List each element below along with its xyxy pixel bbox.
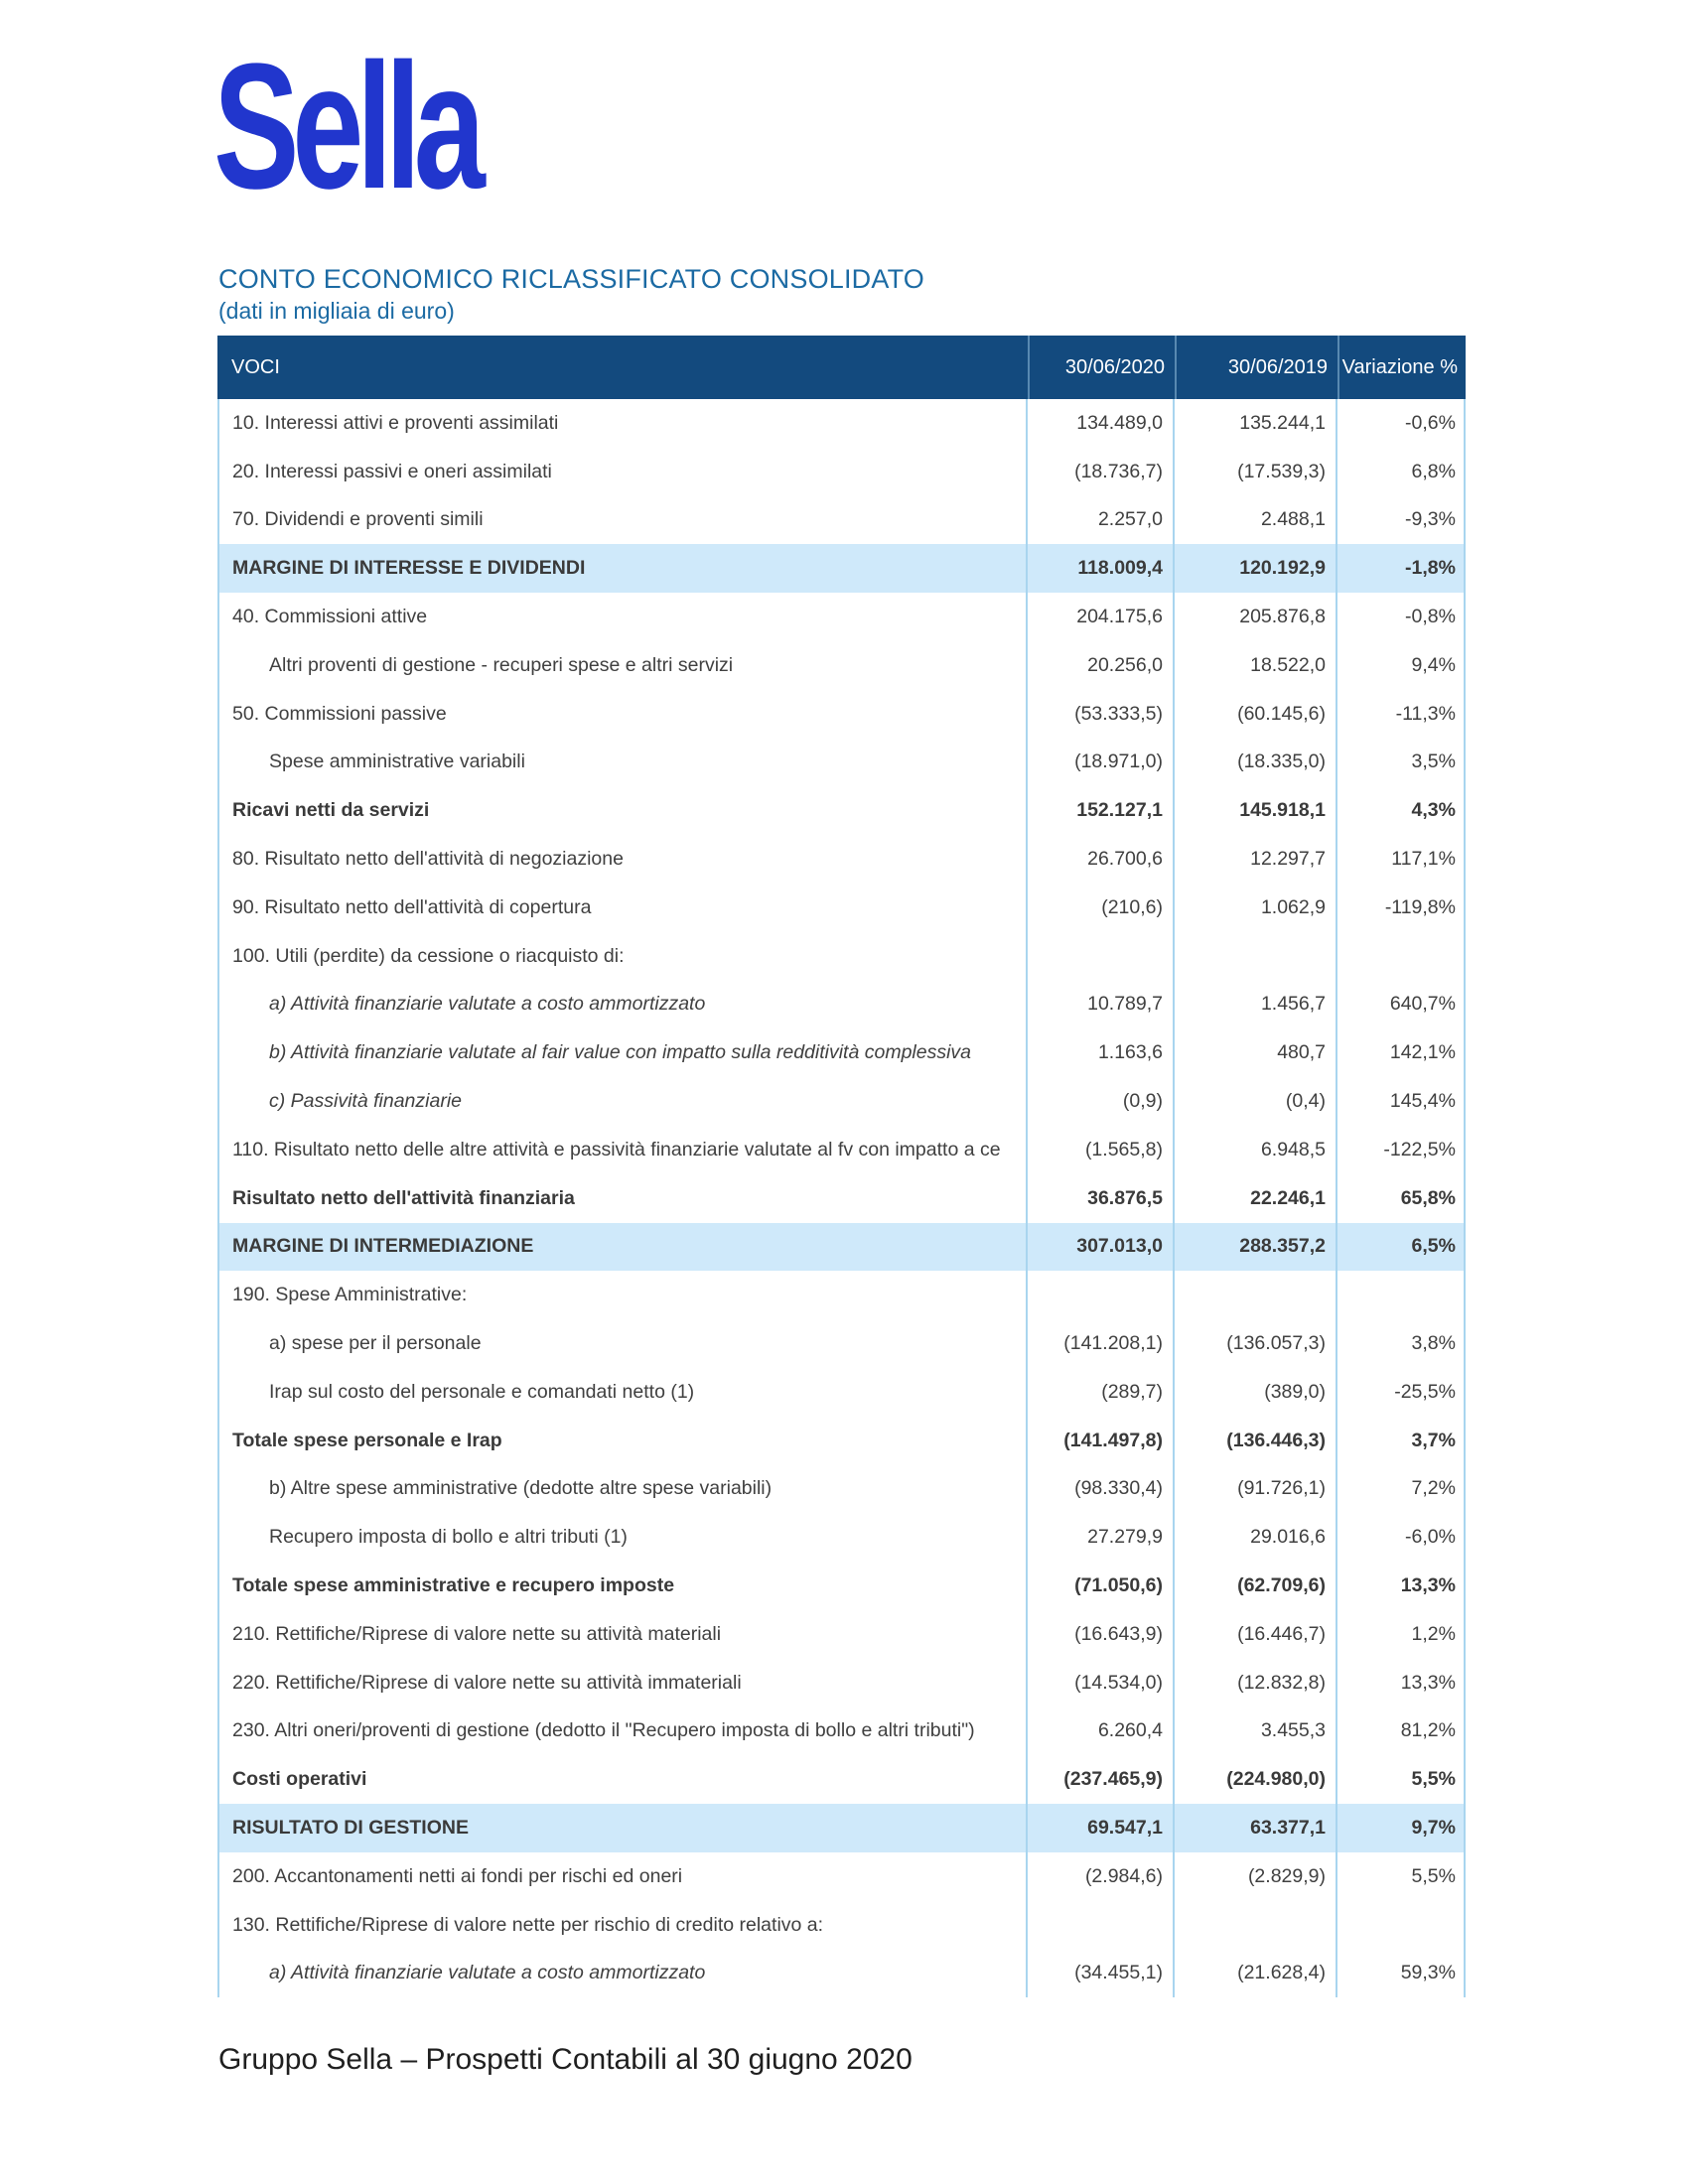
- value-2020: (53.333,5): [1026, 690, 1173, 739]
- value-2019: [1173, 1271, 1336, 1319]
- value-2020: 26.700,6: [1026, 835, 1173, 884]
- table-row: [219, 932, 1464, 981]
- variation-percent: 13,3%: [1336, 1659, 1464, 1707]
- value-2019: (0,4): [1173, 1077, 1336, 1126]
- value-2020: (289,7): [1026, 1368, 1173, 1417]
- value-2019: (16.446,7): [1173, 1610, 1336, 1659]
- value-2019: 22.246,1: [1173, 1174, 1336, 1223]
- row-label: a) Attività finanziarie valutate a costo ammortizzato: [269, 993, 706, 1016]
- table-row: [219, 835, 1464, 884]
- table-row: [219, 690, 1464, 739]
- row-label: 190. Spese Amministrative:: [232, 1284, 468, 1306]
- row-label: Irap sul costo del personale e comandati netto (1): [269, 1380, 695, 1403]
- value-2019: (60.145,6): [1173, 690, 1336, 739]
- row-label: 50. Commissioni passive: [232, 702, 447, 725]
- table-row: [219, 399, 1464, 448]
- table-row: [219, 448, 1464, 496]
- row-label: 90. Risultato netto dell'attività di copertura: [232, 895, 592, 918]
- column-header-2019: 30/06/2019: [1175, 336, 1337, 399]
- value-2019: (18.335,0): [1173, 739, 1336, 787]
- row-label: 80. Risultato netto dell'attività di negoziazione: [232, 848, 624, 871]
- row-label: MARGINE DI INTERESSE E DIVIDENDI: [232, 557, 586, 580]
- value-2020: 27.279,9: [1026, 1513, 1173, 1562]
- income-statement-table: [217, 336, 1466, 1997]
- page-subtitle: (dati in migliaia di euro): [218, 298, 455, 324]
- table-row-subtotal: [219, 1223, 1464, 1272]
- table-row: [219, 1950, 1464, 1998]
- value-2020: (0,9): [1026, 1077, 1173, 1126]
- row-label: 70. Dividendi e proventi simili: [232, 508, 484, 531]
- table-row-subtotal: [219, 544, 1464, 593]
- row-label: 220. Rettifiche/Riprese di valore nette su attività immateriali: [232, 1671, 742, 1694]
- value-2019: 18.522,0: [1173, 641, 1336, 690]
- sella-logo: Sella: [213, 27, 479, 226]
- variation-percent: 142,1%: [1336, 1028, 1464, 1077]
- value-2020: [1026, 1271, 1173, 1319]
- value-2019: 145.918,1: [1173, 786, 1336, 835]
- row-label: Risultato netto dell'attività finanziaria: [232, 1186, 575, 1209]
- table-row: [219, 1465, 1464, 1514]
- value-2019: (17.539,3): [1173, 448, 1336, 496]
- table-row: [219, 593, 1464, 641]
- value-2020: (34.455,1): [1026, 1950, 1173, 1998]
- variation-percent: 65,8%: [1336, 1174, 1464, 1223]
- table-row: [219, 1659, 1464, 1707]
- row-label: 40. Commissioni attive: [232, 606, 428, 628]
- variation-percent: 5,5%: [1336, 1755, 1464, 1804]
- value-2019: (21.628,4): [1173, 1950, 1336, 1998]
- value-2019: (12.832,8): [1173, 1659, 1336, 1707]
- variation-percent: 13,3%: [1336, 1562, 1464, 1610]
- variation-percent: -25,5%: [1336, 1368, 1464, 1417]
- variation-percent: 1,2%: [1336, 1610, 1464, 1659]
- row-label: c) Passività finanziarie: [269, 1090, 462, 1113]
- table-body: [217, 399, 1466, 1997]
- value-2019: 12.297,7: [1173, 835, 1336, 884]
- variation-percent: -1,8%: [1336, 544, 1464, 593]
- row-label: 200. Accantonamenti netti ai fondi per rischi ed oneri: [232, 1864, 683, 1887]
- value-2019: (136.057,3): [1173, 1319, 1336, 1368]
- row-label: Totale spese personale e Irap: [232, 1429, 502, 1451]
- row-label: 130. Rettifiche/Riprese di valore nette per rischio di credito relativo a:: [232, 1913, 824, 1936]
- value-2020: (98.330,4): [1026, 1465, 1173, 1514]
- value-2019: 63.377,1: [1173, 1804, 1336, 1852]
- table-row-total: [219, 1562, 1464, 1610]
- table-row: [219, 1901, 1464, 1950]
- table-row: [219, 1610, 1464, 1659]
- value-2019: [1173, 1901, 1336, 1950]
- value-2020: (18.736,7): [1026, 448, 1173, 496]
- value-2019: 6.948,5: [1173, 1126, 1336, 1174]
- row-label: Totale spese amministrative e recupero imposte: [232, 1574, 675, 1597]
- table-row: [219, 641, 1464, 690]
- value-2019: 2.488,1: [1173, 496, 1336, 545]
- value-2020: 69.547,1: [1026, 1804, 1173, 1852]
- value-2020: (141.208,1): [1026, 1319, 1173, 1368]
- variation-percent: 9,4%: [1336, 641, 1464, 690]
- column-header-voci: VOCI: [231, 355, 280, 378]
- column-header-variation: Variazione %: [1337, 336, 1466, 399]
- variation-percent: 59,3%: [1336, 1950, 1464, 1998]
- value-2019: 3.455,3: [1173, 1707, 1336, 1756]
- row-label: a) Attività finanziarie valutate a costo ammortizzato: [269, 1962, 706, 1984]
- variation-percent: -6,0%: [1336, 1513, 1464, 1562]
- row-label: b) Attività finanziarie valutate al fair value con impatto sulla redditività complessiva: [269, 1041, 972, 1064]
- variation-percent: 640,7%: [1336, 981, 1464, 1029]
- value-2019: 205.876,8: [1173, 593, 1336, 641]
- value-2020: 6.260,4: [1026, 1707, 1173, 1756]
- table-row: [219, 739, 1464, 787]
- variation-percent: 3,7%: [1336, 1417, 1464, 1465]
- table-row-subtotal: [219, 1804, 1464, 1852]
- value-2020: (2.984,6): [1026, 1852, 1173, 1901]
- variation-percent: -119,8%: [1336, 884, 1464, 932]
- table-row: [219, 496, 1464, 545]
- table-row: [219, 1319, 1464, 1368]
- table-row: [219, 1271, 1464, 1319]
- value-2020: 10.789,7: [1026, 981, 1173, 1029]
- variation-percent: 81,2%: [1336, 1707, 1464, 1756]
- value-2020: (237.465,9): [1026, 1755, 1173, 1804]
- table-row: [219, 1852, 1464, 1901]
- page-title: CONTO ECONOMICO RICLASSIFICATO CONSOLIDATO: [218, 264, 924, 294]
- value-2020: 134.489,0: [1026, 399, 1173, 448]
- value-2020: 152.127,1: [1026, 786, 1173, 835]
- variation-percent: 9,7%: [1336, 1804, 1464, 1852]
- page-footer: Gruppo Sella – Prospetti Contabili al 30 giugno 2020: [218, 2043, 913, 2076]
- variation-percent: 145,4%: [1336, 1077, 1464, 1126]
- table-row: [219, 1513, 1464, 1562]
- value-2019: 1.062,9: [1173, 884, 1336, 932]
- row-label: 100. Utili (perdite) da cessione o riacquisto di:: [232, 944, 625, 967]
- value-2020: 204.175,6: [1026, 593, 1173, 641]
- row-label: Ricavi netti da servizi: [232, 799, 430, 822]
- value-2019: (136.446,3): [1173, 1417, 1336, 1465]
- value-2019: 120.192,9: [1173, 544, 1336, 593]
- value-2020: (18.971,0): [1026, 739, 1173, 787]
- value-2020: (16.643,9): [1026, 1610, 1173, 1659]
- row-label: 230. Altri oneri/proventi di gestione (dedotto il "Recupero imposta di bollo e altri tributi"): [232, 1719, 975, 1742]
- variation-percent: 5,5%: [1336, 1852, 1464, 1901]
- table-row-total: [219, 1755, 1464, 1804]
- row-label: Recupero imposta di bollo e altri tributi (1): [269, 1526, 628, 1549]
- variation-percent: -9,3%: [1336, 496, 1464, 545]
- variation-percent: 7,2%: [1336, 1465, 1464, 1514]
- table-row: [219, 1126, 1464, 1174]
- variation-percent: 6,5%: [1336, 1223, 1464, 1272]
- row-label: a) spese per il personale: [269, 1332, 482, 1355]
- variation-percent: [1336, 932, 1464, 981]
- value-2020: (71.050,6): [1026, 1562, 1173, 1610]
- value-2020: [1026, 932, 1173, 981]
- table-row: [219, 1028, 1464, 1077]
- value-2019: 135.244,1: [1173, 399, 1336, 448]
- value-2020: (1.565,8): [1026, 1126, 1173, 1174]
- column-header-2020: 30/06/2020: [1028, 336, 1175, 399]
- value-2019: 480,7: [1173, 1028, 1336, 1077]
- table-row: [219, 1077, 1464, 1126]
- value-2019: (2.829,9): [1173, 1852, 1336, 1901]
- value-2019: 1.456,7: [1173, 981, 1336, 1029]
- value-2020: 20.256,0: [1026, 641, 1173, 690]
- variation-percent: [1336, 1901, 1464, 1950]
- variation-percent: 6,8%: [1336, 448, 1464, 496]
- row-label: 20. Interessi passivi e oneri assimilati: [232, 460, 552, 482]
- row-label: b) Altre spese amministrative (dedotte altre spese variabili): [269, 1477, 773, 1500]
- table-row-total: [219, 786, 1464, 835]
- value-2020: (141.497,8): [1026, 1417, 1173, 1465]
- value-2020: [1026, 1901, 1173, 1950]
- row-label: 110. Risultato netto delle altre attività e passività finanziarie valutate al fv con impatto a ce: [232, 1138, 1001, 1160]
- value-2020: 1.163,6: [1026, 1028, 1173, 1077]
- row-label: Spese amministrative variabili: [269, 751, 525, 773]
- variation-percent: -0,6%: [1336, 399, 1464, 448]
- variation-percent: 3,5%: [1336, 739, 1464, 787]
- table-header: [217, 336, 1466, 399]
- value-2020: 118.009,4: [1026, 544, 1173, 593]
- value-2019: 29.016,6: [1173, 1513, 1336, 1562]
- variation-percent: 117,1%: [1336, 835, 1464, 884]
- row-label: Altri proventi di gestione - recuperi spese e altri servizi: [269, 653, 734, 676]
- variation-percent: -0,8%: [1336, 593, 1464, 641]
- value-2019: [1173, 932, 1336, 981]
- variation-percent: 3,8%: [1336, 1319, 1464, 1368]
- value-2019: (62.709,6): [1173, 1562, 1336, 1610]
- table-row: [219, 1707, 1464, 1756]
- variation-percent: [1336, 1271, 1464, 1319]
- variation-percent: -122,5%: [1336, 1126, 1464, 1174]
- variation-percent: -11,3%: [1336, 690, 1464, 739]
- value-2019: (389,0): [1173, 1368, 1336, 1417]
- value-2019: (224.980,0): [1173, 1755, 1336, 1804]
- value-2019: 288.357,2: [1173, 1223, 1336, 1272]
- value-2020: 36.876,5: [1026, 1174, 1173, 1223]
- row-label: 10. Interessi attivi e proventi assimilati: [232, 411, 559, 434]
- table-row: [219, 1368, 1464, 1417]
- value-2020: 2.257,0: [1026, 496, 1173, 545]
- table-row-total: [219, 1174, 1464, 1223]
- value-2019: (91.726,1): [1173, 1465, 1336, 1514]
- table-row: [219, 884, 1464, 932]
- value-2020: (210,6): [1026, 884, 1173, 932]
- value-2020: (14.534,0): [1026, 1659, 1173, 1707]
- value-2020: 307.013,0: [1026, 1223, 1173, 1272]
- variation-percent: 4,3%: [1336, 786, 1464, 835]
- row-label: RISULTATO DI GESTIONE: [232, 1817, 469, 1839]
- table-row: [219, 981, 1464, 1029]
- row-label: Costi operativi: [232, 1768, 367, 1791]
- row-label: 210. Rettifiche/Riprese di valore nette su attività materiali: [232, 1622, 722, 1645]
- row-label: MARGINE DI INTERMEDIAZIONE: [232, 1235, 534, 1258]
- table-row-total: [219, 1417, 1464, 1465]
